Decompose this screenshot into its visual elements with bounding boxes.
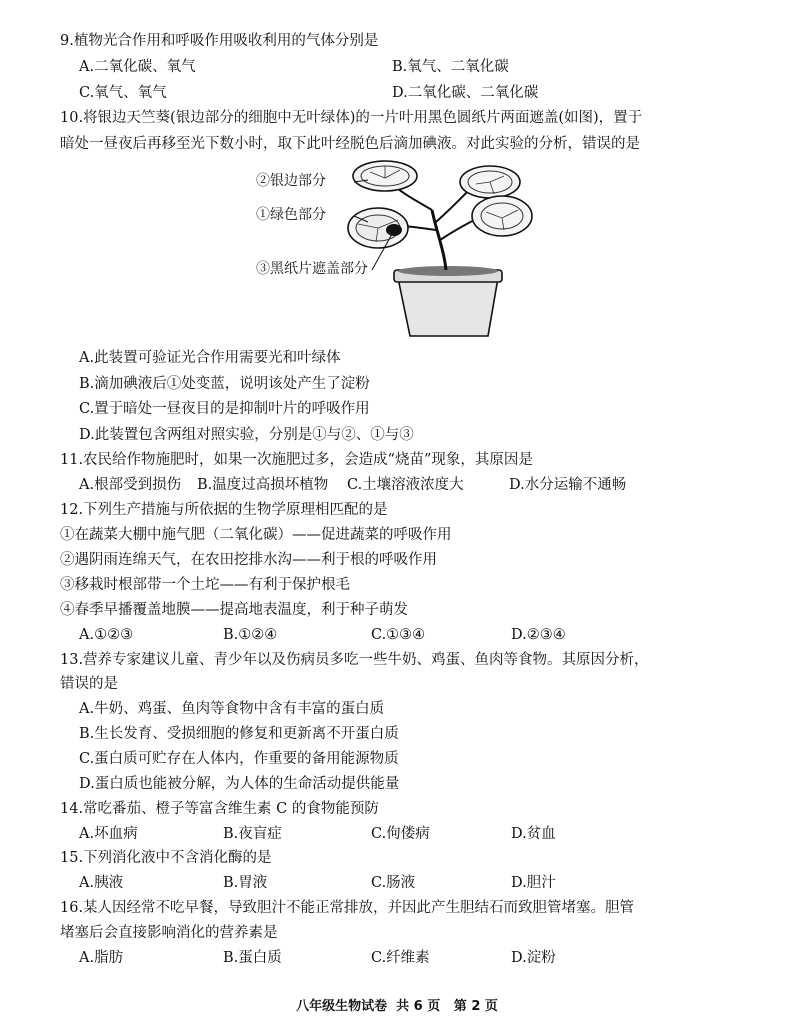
q15-option-a: A.胰液 xyxy=(79,875,124,891)
q9-option-c: C.氧气、氧气 xyxy=(79,85,167,101)
q14-option-b: B.夜盲症 xyxy=(223,826,282,842)
q15-stem: 15.下列消化液中不含消化酶的是 xyxy=(60,850,272,866)
q12-statement-4: ④春季早播覆盖地膜——提高地表温度，利于种子萌发 xyxy=(60,602,408,618)
q16-stem-line2: 堵塞后会直接影响消化的营养素是 xyxy=(60,925,278,941)
q13-option-c: C.蛋白质可贮存在人体内，作重要的备用能源物质 xyxy=(79,751,399,767)
page-footer: 八年级生物试卷 共 6 页 第 2 页 xyxy=(296,999,498,1014)
soil xyxy=(398,266,498,276)
q16-option-b: B.蛋白质 xyxy=(223,950,282,966)
q10-option-b: B.滴加碘液后①处变蓝，说明该处产生了淀粉 xyxy=(79,376,370,392)
q15-option-d: D.胆汁 xyxy=(511,875,556,891)
q12-statement-1: ①在蔬菜大棚中施气肥（二氧化碳）——促进蔬菜的呼吸作用 xyxy=(60,527,452,543)
label-silver-edge: ②银边部分 xyxy=(256,173,326,189)
q13-option-b: B.生长发育、受损细胞的修复和更新离不开蛋白质 xyxy=(79,726,399,742)
q12-statement-3: ③移栽时根部带一个土坨——有利于保护根毛 xyxy=(60,577,350,593)
q11-stem: 11.农民给作物施肥时，如果一次施肥过多，会造成“烧苗”现象，其原因是 xyxy=(60,452,533,468)
flower-pot xyxy=(398,278,498,336)
q12-stem: 12.下列生产措施与所依据的生物学原理相匹配的是 xyxy=(60,502,388,518)
q10-stem-line2: 暗处一昼夜后再移至光下数小时，取下此叶经脱色后滴加碘液。对此实验的分析，错误的是 xyxy=(60,136,640,152)
q14-option-a: A.坏血病 xyxy=(79,826,138,842)
q13-option-a: A.牛奶、鸡蛋、鱼肉等食物中含有丰富的蛋白质 xyxy=(79,701,385,717)
q13-option-d: D.蛋白质也能被分解，为人体的生命活动提供能量 xyxy=(79,776,400,792)
q16-option-a: A.脂肪 xyxy=(79,950,124,966)
q10-option-c: C.置于暗处一昼夜目的是抑制叶片的呼吸作用 xyxy=(79,401,370,417)
q12-option-a: A.①②③ xyxy=(79,627,134,643)
q11-option-d: D.水分运输不通畅 xyxy=(509,477,627,493)
q12-option-d: D.②③④ xyxy=(511,627,566,643)
q9-option-b: B.氧气、二氧化碳 xyxy=(392,59,509,75)
black-paper-disc xyxy=(386,224,402,236)
q15-option-b: B.胃液 xyxy=(223,875,268,891)
q9-option-a: A.二氧化碳、氧气 xyxy=(79,59,196,75)
q14-option-d: D.贫血 xyxy=(511,826,556,842)
q13-stem-line1: 13.营养专家建议儿童、青少年以及伤病员多吃一些牛奶、鸡蛋、鱼肉等食物。其原因分析， xyxy=(60,652,649,668)
q9-stem: 9.植物光合作用和呼吸作用吸收利用的气体分别是 xyxy=(60,33,379,49)
q16-stem-line1: 16.某人因经常不吃早餐，导致胆汁不能正常排放，并因此产生胆结石而致胆管堵塞。胆管 xyxy=(60,900,635,916)
label-black-paper: ③黑纸片遮盖部分 xyxy=(256,261,368,277)
geranium-figure xyxy=(250,160,550,340)
q10-option-d: D.此装置包含两组对照实验，分别是①与②、①与③ xyxy=(79,427,414,443)
q10-stem-line1: 10.将银边天竺葵(银边部分的细胞中无叶绿体)的一片叶用黑色圆纸片两面遮盖(如图)，置于 xyxy=(60,110,643,126)
q16-option-c: C.纤维素 xyxy=(371,950,430,966)
q16-option-d: D.淀粉 xyxy=(511,950,556,966)
q15-option-c: C.肠液 xyxy=(371,875,416,891)
q11-option-b: B.温度过高损坏植物 xyxy=(197,477,329,493)
q14-option-c: C.佝偻病 xyxy=(371,826,430,842)
q10-option-a: A.此装置可验证光合作用需要光和叶绿体 xyxy=(79,350,341,366)
q12-statement-2: ②遇阴雨连绵天气，在农田挖排水沟——利于根的呼吸作用 xyxy=(60,552,437,568)
label-green-part: ①绿色部分 xyxy=(256,207,326,223)
q13-stem-line2: 错误的是 xyxy=(60,676,118,692)
q12-option-b: B.①②④ xyxy=(223,627,278,643)
q9-option-d: D.二氧化碳、二氧化碳 xyxy=(392,85,539,101)
q11-option-a: A.根部受到损伤 xyxy=(79,477,182,493)
q12-option-c: C.①③④ xyxy=(371,627,426,643)
q11-option-c: C.土壤溶液浓度大 xyxy=(347,477,464,493)
q14-stem: 14.常吃番茄、橙子等富含维生素 C 的食物能预防 xyxy=(60,801,379,817)
